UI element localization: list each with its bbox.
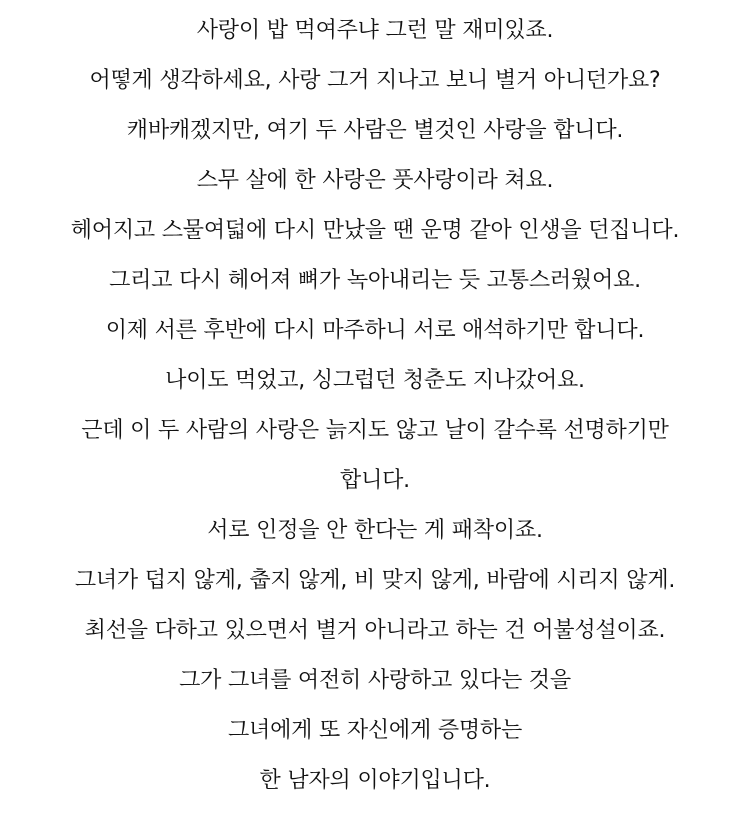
text-line: 그녀가 덥지 않게, 춥지 않게, 비 맞지 않게, 바람에 시리지 않게. — [74, 568, 676, 593]
text-line: 서로 인정을 안 한다는 게 패착이죠. — [207, 518, 543, 543]
text-line: 캐바캐겠지만, 여기 두 사람은 별것인 사랑을 합니다. — [126, 118, 624, 143]
text-line: 어떻게 생각하세요, 사랑 그거 지나고 보니 별거 아니던가요? — [89, 68, 661, 93]
text-line: 그리고 다시 헤어져 뼈가 녹아내리는 듯 고통스러웠어요. — [109, 268, 641, 293]
text-line: 스무 살에 한 사랑은 풋사랑이라 쳐요. — [196, 168, 554, 193]
text-line: 사랑이 밥 먹여주냐 그런 말 재미있죠. — [196, 18, 554, 43]
text-line: 이제 서른 후반에 다시 마주하니 서로 애석하기만 합니다. — [105, 318, 645, 343]
text-line: 근데 이 두 사람의 사랑은 늙지도 않고 날이 갈수록 선명하기만 — [81, 418, 669, 443]
text-line: 합니다. — [340, 468, 410, 493]
text-line: 나이도 먹었고, 싱그럽던 청춘도 지나갔어요. — [165, 368, 585, 393]
text-line: 그가 그녀를 여전히 사랑하고 있다는 것을 — [179, 668, 571, 693]
text-line: 그녀에게 또 자신에게 증명하는 — [227, 718, 523, 743]
text-line: 최선을 다하고 있으면서 별거 아니라고 하는 건 어불성설이죠. — [84, 618, 666, 643]
text-line: 헤어지고 스물여덟에 다시 만났을 땐 운명 같아 인생을 던집니다. — [70, 218, 680, 243]
text-line: 한 남자의 이야기입니다. — [259, 768, 491, 793]
